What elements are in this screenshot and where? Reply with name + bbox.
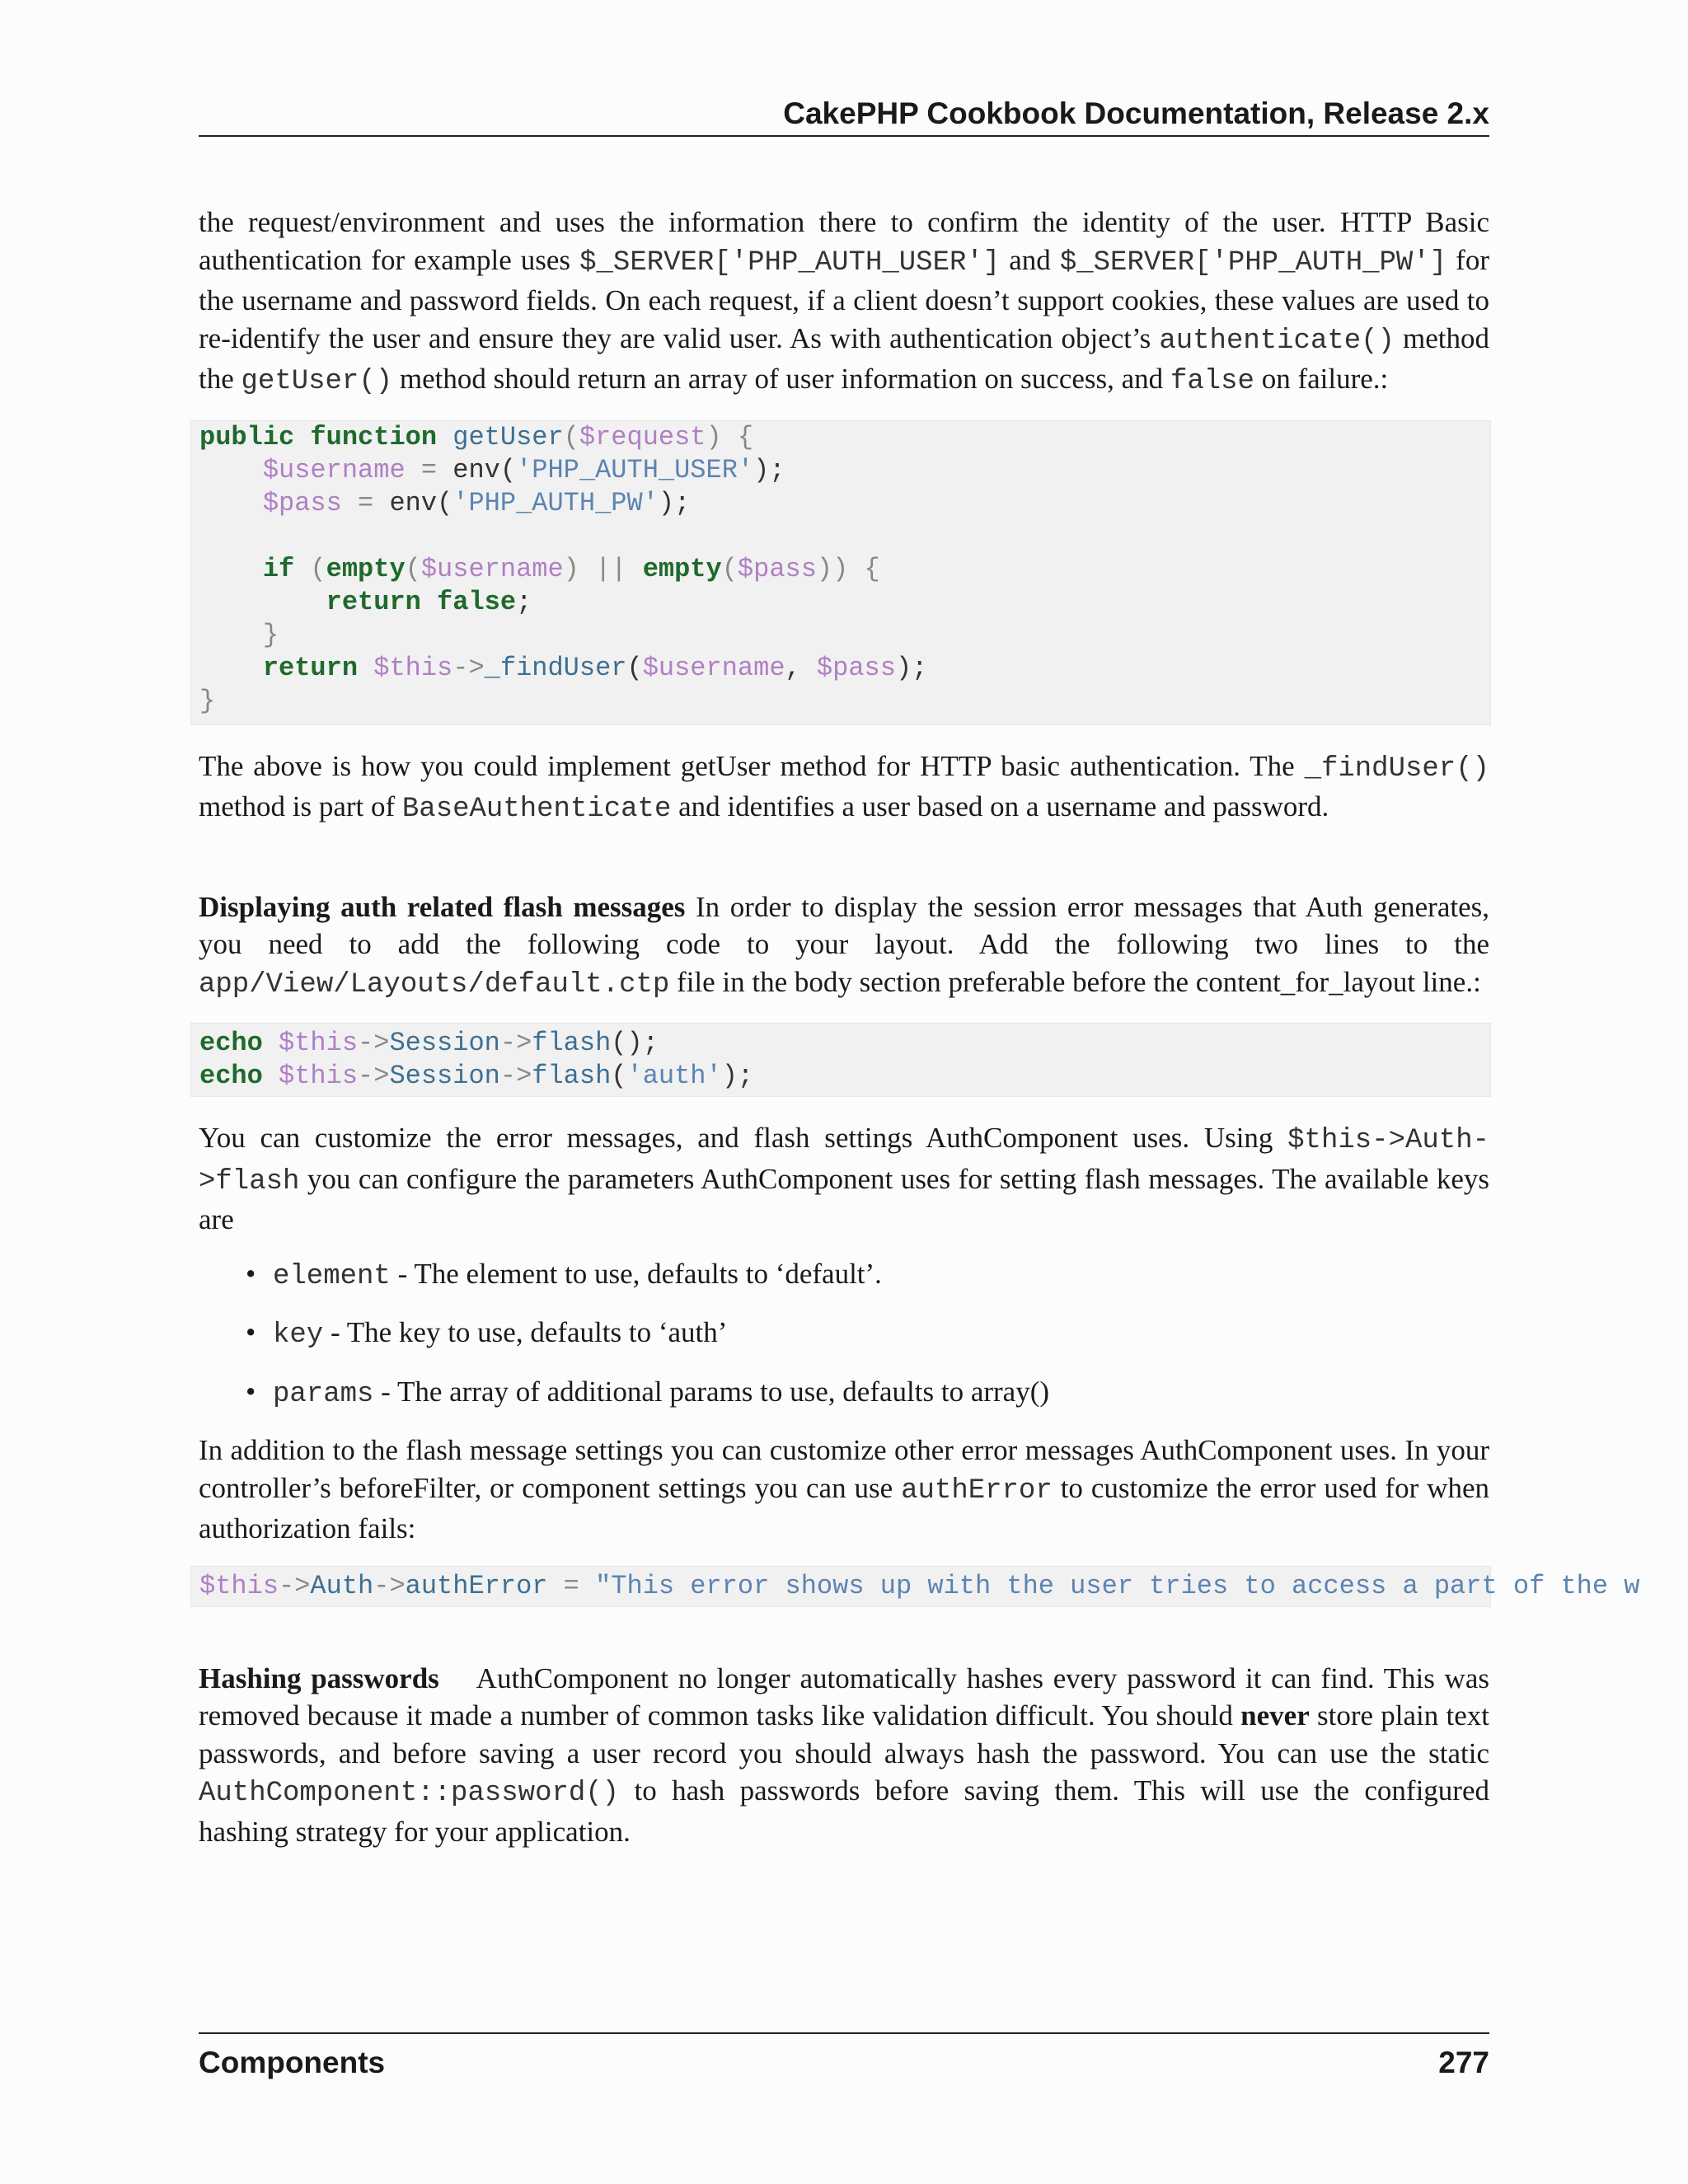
text: method the [199,321,1489,395]
code-token: function [310,421,438,452]
inline-code: $this->Auth->flash [199,1125,1489,1197]
emphasis: never [1240,1699,1310,1732]
paragraph-flash-messages [199,888,1489,1005]
text: store plain text passwords, and before saving a user record you should always hash the password. You can use the static [199,1699,1489,1769]
code-token: getUser [452,421,564,452]
list-item [199,1314,1489,1355]
bullet: • [246,1375,256,1408]
paragraph-customize-flash [199,1119,1489,1239]
page-body [199,204,1640,1850]
inline-code: AuthComponent::password() [199,1778,620,1809]
header-title: CakePHP Cookbook Documentation, Release 2.x [783,96,1489,130]
code-token: Session [389,1061,500,1091]
bullet: • [246,1257,256,1290]
text: method is part of [199,790,402,823]
inline-code: getUser() [241,366,393,397]
code-token: env [389,487,438,518]
code-token: 'PHP_AUTH_USER' [516,454,754,485]
paragraph-basic-auth [199,204,1489,401]
section-heading: Hashing passwords [199,1661,439,1694]
code-token: $username [420,553,564,584]
running-header [199,92,1489,137]
code-block-getuser: public function getUser($request) { $username = env('PHP_AUTH_USER'); $pass = env('PHP_AUTH_PW'); if (empty($username) || empty($pass)) { return false; } return $this->_findUser($username, $pass); } [190,420,1491,725]
inline-code: false [1170,366,1254,397]
code-token: $this [373,652,453,683]
text: and [1000,243,1060,276]
paragraph-auth-error [199,1432,1489,1548]
code-token: public [199,421,295,452]
text: In addition to the flash message settings you can customize other error messages AuthComponent uses. In your controller’s beforeFilter, or component settings you can use [199,1434,1489,1504]
inline-code: element [273,1260,391,1292]
code-token: $this [279,1061,359,1091]
text: file in the body section preferable before the content_for_layout line.: [669,965,1481,998]
inline-code: $_SERVER['PHP_AUTH_USER'] [579,246,1001,279]
section-heading: Displaying auth related flash messages [199,890,686,923]
text: method should return an array of user information on success, and [392,363,1170,395]
inline-code: params [273,1378,374,1410]
code-token: "This error shows up with the user tries to access a part of the w [595,1570,1640,1601]
inline-code: key [273,1319,324,1351]
code-token: empty [642,553,722,584]
code-token: $username [262,454,406,485]
text: to hash passwords before saving them. This will use the configured hashing strategy for your application. [199,1774,1489,1848]
paragraph-hashing-passwords [199,1660,1497,1851]
text: you can configure the parameters AuthComponent uses for setting flash messages. The available keys are [199,1162,1489,1235]
text: - The array of additional params to use, defaults to array() [373,1375,1050,1408]
inline-code: _findUser() [1304,752,1489,785]
page-number: 277 [1438,2046,1489,2079]
code-token: _findUser [484,652,627,683]
code-token: $this [199,1570,279,1601]
code-token: flash [532,1028,612,1058]
code-token: flash [532,1061,612,1091]
code-token: return [326,586,421,617]
list-item [199,1255,1489,1296]
code-token: $request [579,421,706,452]
code-token: $this [279,1028,359,1058]
code-token: echo [199,1061,263,1091]
code-token: $pass [262,487,342,518]
footer-section: Components [199,2046,386,2079]
code-token: false [437,586,517,617]
code-token: return [262,652,359,683]
text: the request/environment and uses the information there to confirm the identity of the user. HTTP Basic authentication for example uses [199,206,1489,276]
code-block-flash: echo $this->Session->flash(); echo $this->Session->flash('auth'); [190,1023,1491,1097]
code-token: Session [389,1028,500,1058]
paragraph-getuser-explanation [199,748,1489,829]
code-token: Auth [310,1570,374,1601]
list-item [199,1373,1489,1414]
inline-code: authError [901,1474,1053,1507]
text: You can customize the error messages, and flash settings AuthComponent uses. Using [199,1122,1288,1154]
text: for the username and password fields. On each request, if a client doesn’t support cookies, these values are used to re-identify the user and ensure they are valid user. As with authentication object’s [199,243,1489,354]
text: and identifies a user based on a username and password. [671,790,1329,823]
code-token: echo [199,1028,263,1058]
inline-code: $_SERVER['PHP_AUTH_PW'] [1059,246,1447,279]
code-token: empty [326,553,406,584]
text: In order to display the session error messages that Auth generates, you need to add the following code to your layout. Add the following two lines to the [199,890,1489,960]
inline-code: BaseAuthenticate [401,794,672,825]
flash-keys-list [199,1255,1489,1414]
code-token: 'PHP_AUTH_PW' [452,487,659,518]
text: AuthComponent no longer automatically hashes every password it can find. This was removed because it made a number of common tasks like validation difficult. You should [199,1661,1497,1732]
inline-code: app/View/Layouts/default.ctp [199,968,670,1001]
running-footer [199,2032,1489,2092]
text: - The key to use, defaults to ‘auth’ [323,1316,728,1348]
text: on failure.: [1254,363,1389,395]
code-token: if [262,553,295,584]
code-token: $username [642,652,785,683]
code-token: 'auth' [626,1061,722,1091]
text: The above is how you could implement getUser method for HTTP basic authentication. The [199,749,1305,782]
inline-code: authenticate() [1159,325,1395,357]
code-block-autherror: $this->Auth->authError = "This error shows up with the user tries to access a part of the w [190,1566,1491,1607]
text: to customize the error used for when authorization fails: [199,1471,1489,1544]
code-token: env [452,454,500,485]
text: - The element to use, defaults to ‘default’. [390,1257,882,1290]
code-token: authError [405,1570,548,1601]
code-token: $pass [816,652,896,683]
bullet: • [246,1316,256,1348]
code-token: $pass [737,553,817,584]
